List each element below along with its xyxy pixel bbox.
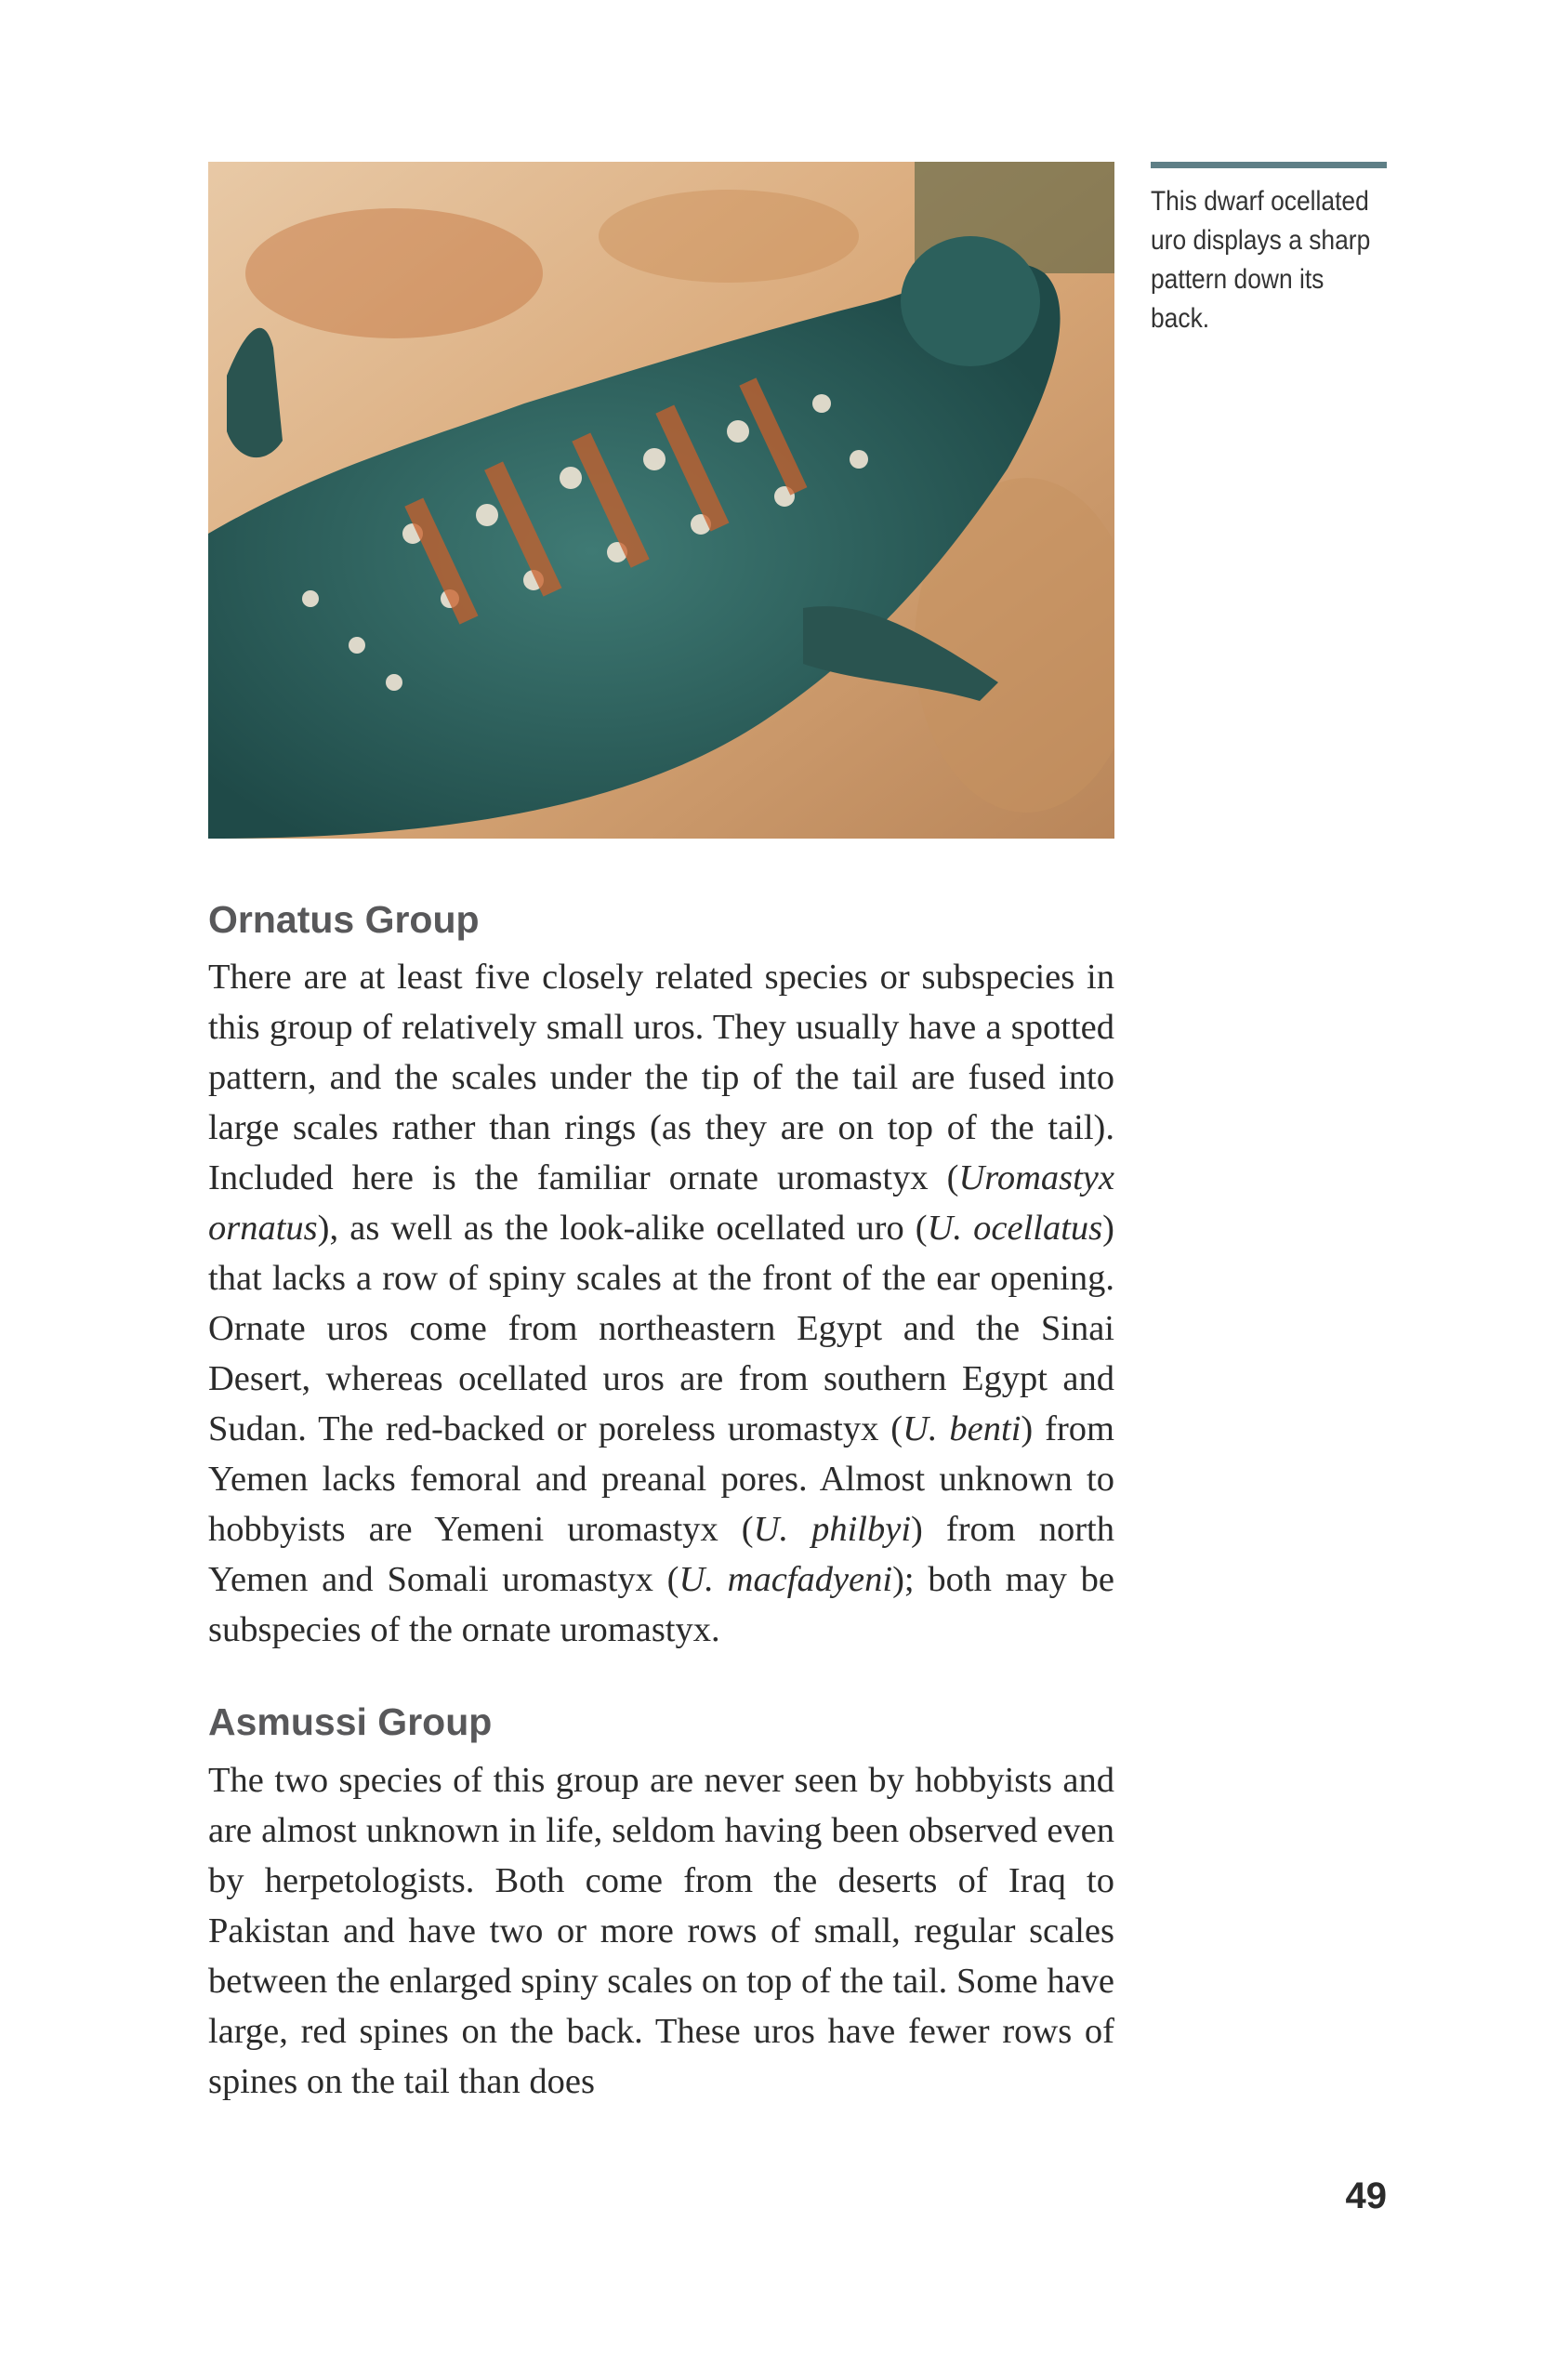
species-name: U. benti	[903, 1409, 1021, 1448]
species-name: U. macfadyeni	[679, 1560, 893, 1599]
section-heading-ornatus: Ornatus Group	[208, 898, 480, 941]
text-run: ) that lacks a row of spiny scales at the front of the ear opening. Ornate uros come from northeastern Egypt and the Sinai Desert, whereas ocellated uros are from southern Egypt and Sudan. The red-backed or poreless uromastyx (	[208, 1209, 1114, 1448]
lizard-illustration	[208, 162, 1114, 839]
text-run: ); both may be subspecies of the ornate uromastyx.	[208, 1560, 1115, 1649]
photo-caption: This dwarf ocellated uro displays a sharp pattern down its back.	[1151, 186, 1371, 334]
text-run: ) from Yemen lacks femoral and preanal pores. Almost unknown to hobbyists are Yemeni uromastyx (	[208, 1409, 1114, 1549]
section-body-asmussi	[208, 1755, 1114, 2107]
lizard-photo	[208, 162, 1114, 839]
section-body-ornatus	[208, 952, 1114, 1655]
species-name: U. ocellatus	[927, 1209, 1103, 1248]
text-run: ) from north Yemen and Somali uromastyx (	[208, 1510, 1114, 1599]
caption-rule	[1151, 162, 1387, 168]
page-number: 49	[1345, 2175, 1387, 2216]
species-name: U. philbyi	[753, 1510, 912, 1549]
section-heading-asmussi: Asmussi Group	[208, 1700, 493, 1743]
species-name: Uromastyx ornatus	[208, 1158, 1114, 1248]
text-run: The two species of this group are never seen by hobbyists and are almost unknown in life, seldom having been observed even by herpetologists. Both come from the deserts of Iraq to Pakistan and have two or more rows of small, regular scales between the enlarged spiny scales on top of the tail. Some have large, red spines on the back. These uros have fewer rows of spines on the tail than does	[208, 1761, 1114, 2101]
text-run: ), as well as the look-alike ocellated uro (	[317, 1209, 928, 1248]
text-run: There are at least five closely related species or subspecies in this group of relatively small uros. They usually have a spotted pattern, and the scales under the tip of the tail are fused into large scales rather than rings (as they are on top of the tail). Included here is the familiar ornate uromastyx (	[208, 958, 1114, 1197]
